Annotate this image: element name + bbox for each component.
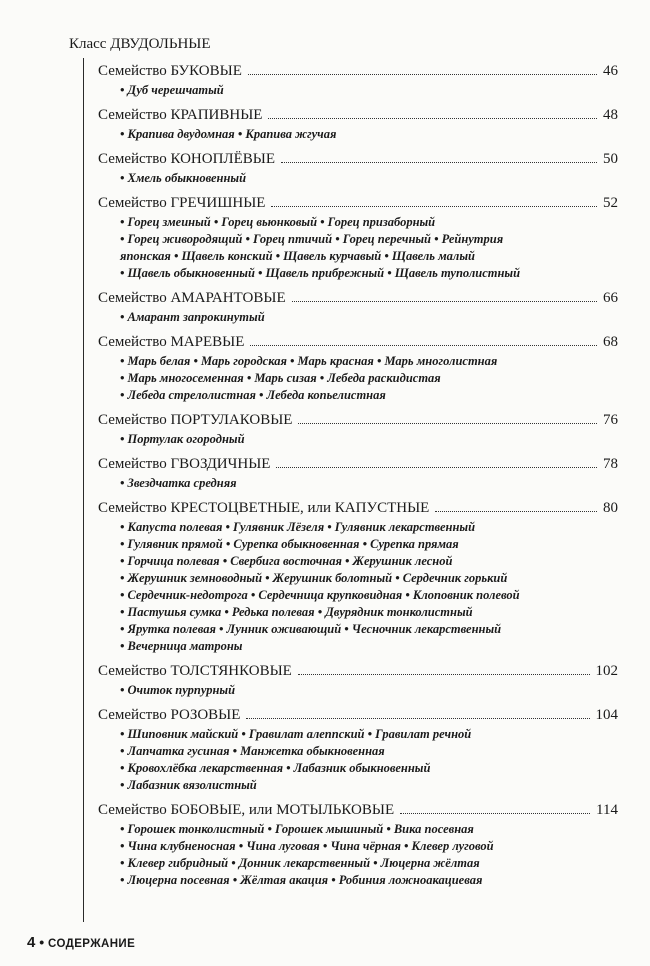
- dot-leader: [298, 673, 590, 675]
- family-name: Семейство КРЕСТОЦВЕТНЫЕ, или КАПУСТНЫЕ: [98, 500, 430, 516]
- dot-leader: [400, 812, 590, 814]
- family-heading-row[interactable]: [98, 705, 618, 725]
- family-entry: [98, 149, 618, 187]
- species-list: [98, 308, 618, 326]
- family-entry: [98, 410, 618, 448]
- dot-leader: [246, 717, 589, 719]
- family-name: Семейство ТОЛСТЯНКОВЫЕ: [98, 663, 292, 679]
- family-entry: [98, 454, 618, 492]
- family-name: Семейство АМАРАНТОВЫЕ: [98, 290, 286, 306]
- family-page-number: 50: [603, 151, 618, 167]
- footer-bullet: •: [39, 934, 45, 950]
- dot-leader: [250, 344, 597, 346]
- species-line: • Лабазник вязолистный: [120, 778, 257, 792]
- family-heading-row[interactable]: [98, 410, 618, 430]
- family-heading-row[interactable]: [98, 332, 618, 352]
- species-list: [98, 352, 618, 404]
- family-entry: [98, 105, 618, 143]
- family-heading-row[interactable]: [98, 800, 618, 820]
- family-page-number: 78: [603, 456, 618, 472]
- species-line: • Портулак огородный: [120, 432, 245, 446]
- species-line: • Амарант запрокинутый: [120, 310, 265, 324]
- family-page-number: 66: [603, 290, 618, 306]
- species-line: • Сердечник-недотрога • Сердечница крупковидная • Клоповник полевой: [120, 588, 520, 602]
- toc-list: [98, 61, 618, 889]
- species-line: • Жерушник земноводный • Жерушник болотный • Сердечник горький: [120, 571, 508, 585]
- dot-leader: [435, 510, 597, 512]
- species-list: [98, 518, 618, 655]
- species-list: [98, 213, 618, 282]
- family-page-number: 80: [603, 500, 618, 516]
- family-page-number: 48: [603, 107, 618, 123]
- species-line: • Гулявник прямой • Сурепка обыкновенная • Сурепка прямая: [120, 537, 459, 551]
- species-line: • Горец змеиный • Горец вьюнковый • Горец призаборный: [120, 215, 436, 229]
- family-name: Семейство ГРЕЧИШНЫЕ: [98, 195, 266, 211]
- family-entry: [98, 661, 618, 699]
- family-heading-row[interactable]: [98, 454, 618, 474]
- family-page-number: 76: [603, 412, 618, 428]
- dot-leader: [292, 300, 597, 302]
- family-entry: [98, 332, 618, 404]
- family-name: Семейство КОНОПЛЁВЫЕ: [98, 151, 276, 167]
- footer-page-number: 4: [27, 934, 36, 951]
- species-line: • Очиток пурпурный: [120, 683, 236, 697]
- family-name: Семейство БУКОВЫЕ: [98, 63, 242, 79]
- family-entry: [98, 288, 618, 326]
- species-line: • Пастушья сумка • Редька полевая • Двурядник тонколистный: [120, 605, 473, 619]
- vertical-rule: [83, 58, 84, 922]
- dot-leader: [281, 161, 597, 163]
- species-line: • Клевер гибридный • Донник лекарственный • Люцерна жёлтая: [120, 856, 480, 870]
- species-line: • Горец живородящий • Горец птичий • Горец перечный • Рейнутрия: [120, 232, 504, 246]
- family-heading-row[interactable]: [98, 149, 618, 169]
- species-list: [98, 125, 618, 143]
- dot-leader: [268, 117, 597, 119]
- species-line: • Шиповник майский • Гравилат алеппский • Гравилат речной: [120, 727, 472, 741]
- species-line: • Дуб черешчатый: [120, 83, 224, 97]
- species-line: • Щавель обыкновенный • Щавель прибрежный • Щавель туполистный: [120, 266, 521, 280]
- species-line: • Марь белая • Марь городская • Марь красная • Марь многолистная: [120, 354, 498, 368]
- species-list: [98, 81, 618, 99]
- species-line: • Марь многосеменная • Марь сизая • Лебеда раскидистая: [120, 371, 441, 385]
- species-line: • Ярутка полевая • Лунник оживающий • Чесночник лекарственный: [120, 622, 502, 636]
- dot-leader: [248, 73, 597, 75]
- family-name: Семейство БОБОВЫЕ, или МОТЫЛЬКОВЫЕ: [98, 802, 395, 818]
- species-list: [98, 430, 618, 448]
- family-heading-row[interactable]: [98, 193, 618, 213]
- family-heading-row[interactable]: [98, 105, 618, 125]
- family-page-number: 68: [603, 334, 618, 350]
- species-line: • Люцерна посевная • Жёлтая акация • Робиния ложноакациевая: [120, 873, 483, 887]
- species-line: • Лапчатка гусиная • Манжетка обыкновенная: [120, 744, 385, 758]
- species-line: • Звездчатка средняя: [120, 476, 237, 490]
- species-list: [98, 474, 618, 492]
- species-list: [98, 681, 618, 699]
- dot-leader: [276, 466, 597, 468]
- family-entry: [98, 61, 618, 99]
- family-entry: [98, 705, 618, 794]
- family-heading-row[interactable]: [98, 288, 618, 308]
- class-title: Класс ДВУДОЛЬНЫЕ: [69, 36, 211, 52]
- family-page-number: 46: [603, 63, 618, 79]
- footer-label: СОДЕРЖАНИЕ: [48, 938, 136, 950]
- family-entry: [98, 800, 618, 889]
- species-line: • Горошек тонколистный • Горошек мышиный • Вика посевная: [120, 822, 474, 836]
- family-entry: [98, 193, 618, 282]
- family-page-number: 52: [603, 195, 618, 211]
- dot-leader: [298, 422, 597, 424]
- family-name: Семейство МАРЕВЫЕ: [98, 334, 245, 350]
- family-name: Семейство РОЗОВЫЕ: [98, 707, 241, 723]
- species-line: японская • Щавель конский • Щавель курчавый • Щавель малый: [120, 249, 475, 263]
- family-heading-row[interactable]: [98, 661, 618, 681]
- family-page-number: 114: [596, 802, 618, 818]
- species-line: • Капуста полевая • Гулявник Лёзеля • Гулявник лекарственный: [120, 520, 476, 534]
- dot-leader: [271, 205, 597, 207]
- family-name: Семейство ГВОЗДИЧНЫЕ: [98, 456, 271, 472]
- species-line: • Крапива двудомная • Крапива жгучая: [120, 127, 337, 141]
- family-heading-row[interactable]: [98, 498, 618, 518]
- species-line: • Лебеда стрелолистная • Лебеда копьелистная: [120, 388, 386, 402]
- species-line: • Вечерница матроны: [120, 639, 243, 653]
- family-page-number: 104: [595, 707, 618, 723]
- species-list: [98, 169, 618, 187]
- species-list: [98, 820, 618, 889]
- species-line: • Хмель обыкновенный: [120, 171, 247, 185]
- species-line: • Кровохлёбка лекарственная • Лабазник обыкновенный: [120, 761, 431, 775]
- family-heading-row[interactable]: [98, 61, 618, 81]
- page-footer: [27, 934, 135, 951]
- family-page-number: 102: [595, 663, 618, 679]
- family-entry: [98, 498, 618, 655]
- species-line: • Чина клубненосная • Чина луговая • Чина чёрная • Клевер луговой: [120, 839, 494, 853]
- family-name: Семейство КРАПИВНЫЕ: [98, 107, 263, 123]
- species-list: [98, 725, 618, 794]
- species-line: • Горчица полевая • Свербига восточная • Жерушник лесной: [120, 554, 453, 568]
- family-name: Семейство ПОРТУЛАКОВЫЕ: [98, 412, 293, 428]
